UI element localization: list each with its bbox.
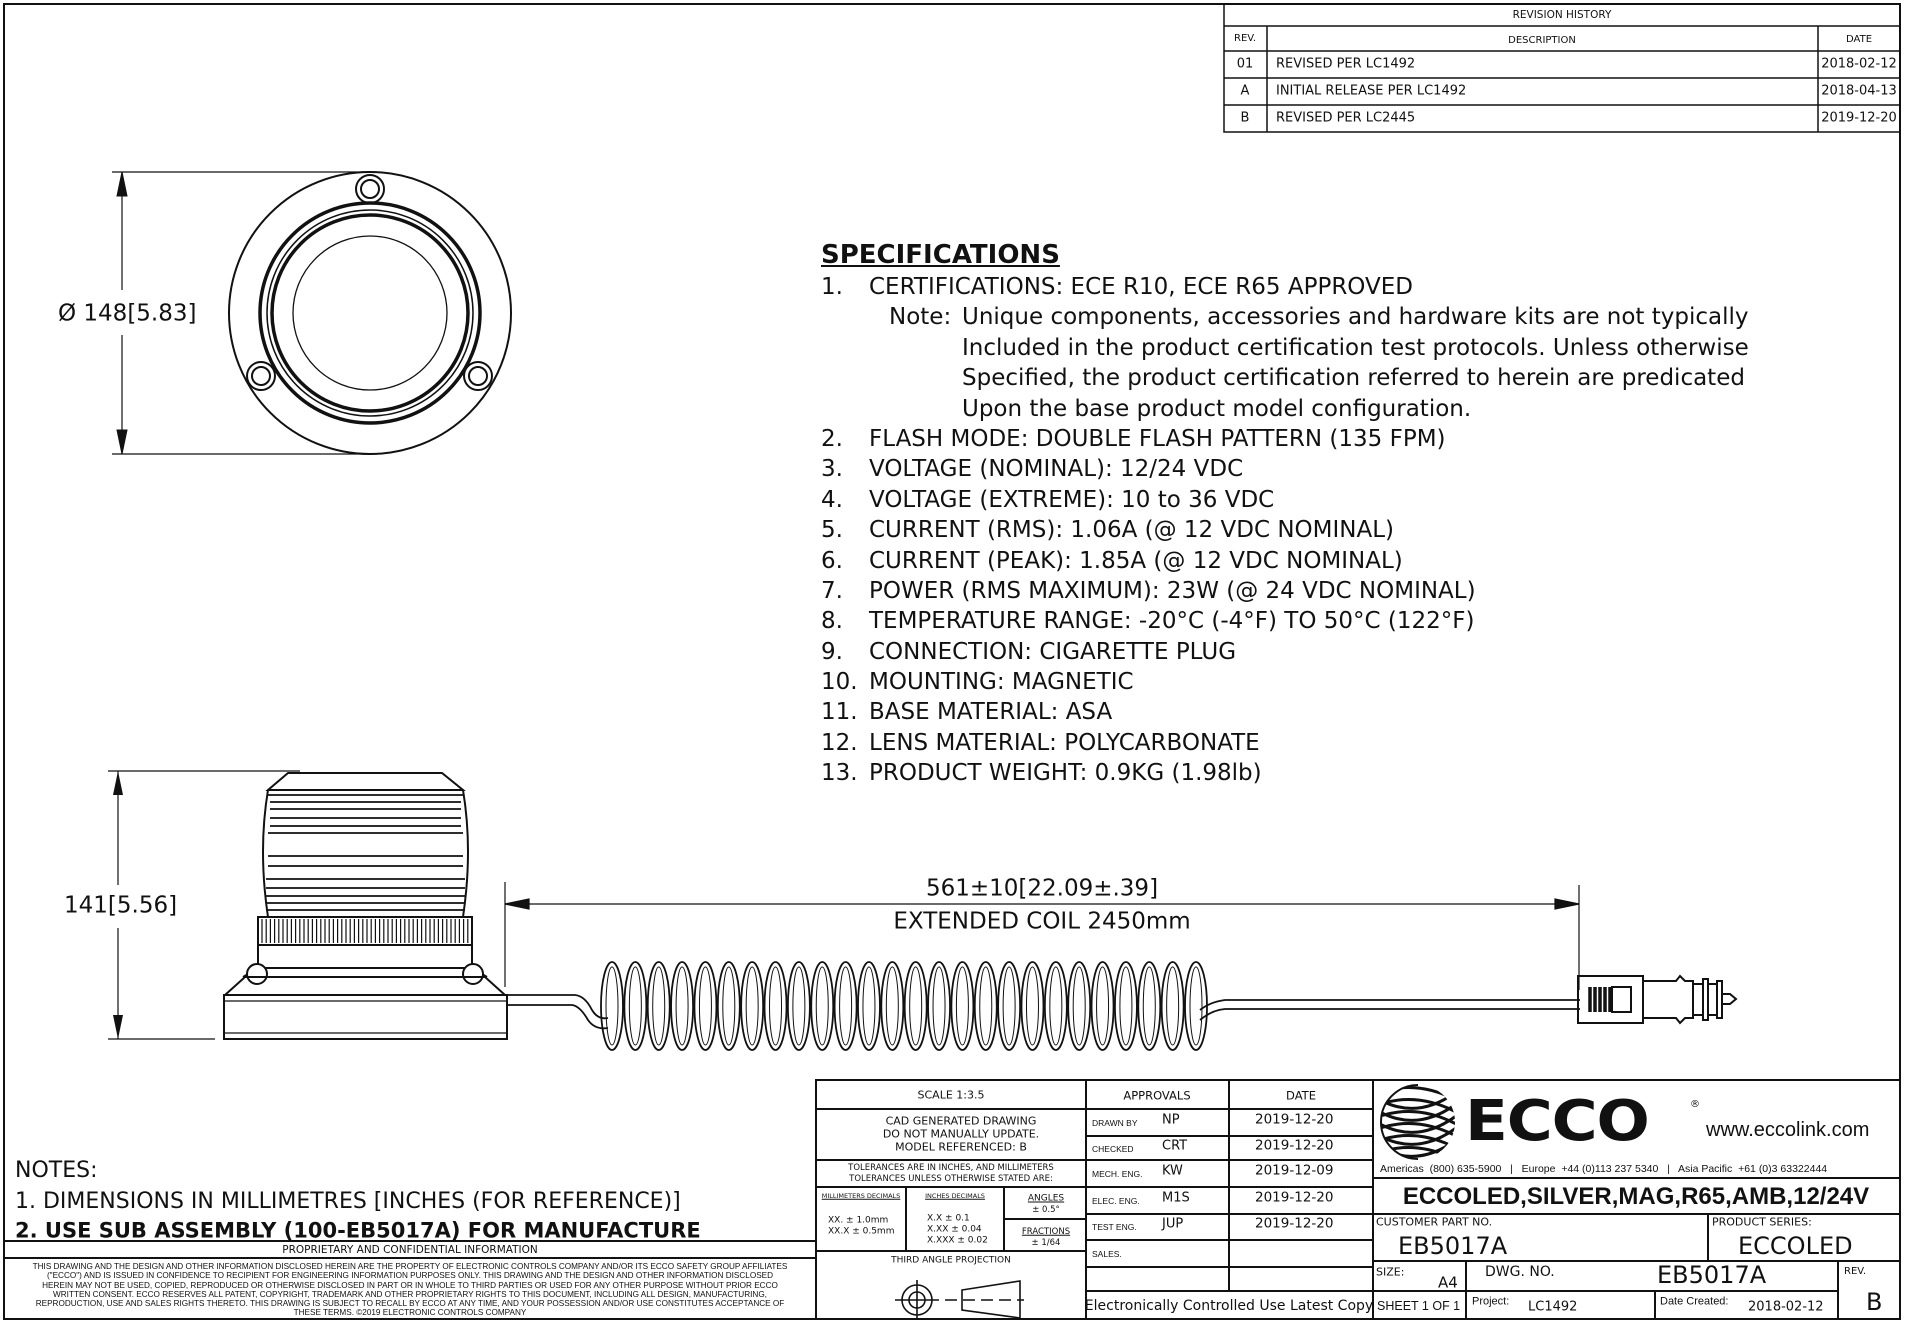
coil-loop bbox=[1162, 962, 1184, 1050]
inch-decimals-label: INCHES DECIMALS bbox=[925, 1191, 985, 1200]
legal-line: WRITTEN CONSENT. ECCO RESERVES ALL PATENT, COPYRIGHT, TRADEMARK AND OTHER PROPRIETARY RIGHTS TO THIS DOCUMENT, INCLUDING ALL DESIGN, MANUFACTURING, bbox=[53, 1289, 767, 1299]
rev-header: REV. bbox=[1234, 33, 1256, 44]
spec-note-text: Unique components, accessories and hardware kits are not typically bbox=[962, 304, 1749, 331]
spec-note-label: Note: bbox=[889, 304, 952, 331]
size-value: A4 bbox=[1438, 1273, 1458, 1292]
mm-decimal-line: XX.X ± 0.5mm bbox=[828, 1226, 895, 1237]
coil-loop-inner bbox=[863, 967, 875, 1045]
description-cell: INITIAL RELEASE PER LC1492 bbox=[1276, 83, 1467, 99]
coil-loop bbox=[1021, 962, 1043, 1050]
approval-role: DRAWN BY bbox=[1092, 1117, 1138, 1128]
inch-decimal-line: X.XXX ± 0.02 bbox=[927, 1235, 988, 1246]
spec-number: 4. bbox=[821, 486, 843, 513]
coil-loop-inner bbox=[1167, 967, 1179, 1045]
specifications-title: SPECIFICATIONS bbox=[821, 240, 1060, 270]
coil-loop-inner bbox=[629, 967, 641, 1045]
coil-loop bbox=[1138, 962, 1160, 1050]
project-value: LC1492 bbox=[1528, 1299, 1578, 1315]
legal-line: HEREIN MAY NOT BE USED, COPIED, REPRODUCED OR OTHERWISE DISCLOSED IN PART OR IN WHOLE TO THIRD PARTIES OR USED FOR ANY OTHER PURPOSE WITHOUT PRIOR ECCO bbox=[42, 1280, 778, 1290]
coil-loop bbox=[788, 962, 810, 1050]
coil-loop-inner bbox=[770, 967, 782, 1045]
coil-loop bbox=[694, 962, 716, 1050]
coil-loop-inner bbox=[723, 967, 735, 1045]
spec-number: 3. bbox=[821, 456, 843, 483]
approvals-date-header: DATE bbox=[1286, 1088, 1316, 1103]
registered-mark: ® bbox=[1690, 1099, 1700, 1110]
spec-text: LENS MATERIAL: POLYCARBONATE bbox=[869, 729, 1260, 756]
proprietary-legal-text bbox=[4, 1262, 816, 1318]
coil-loop-inner bbox=[956, 967, 968, 1045]
coil-loop bbox=[951, 962, 973, 1050]
date-created-value: 2018-02-12 bbox=[1748, 1299, 1824, 1315]
approval-name: M1S bbox=[1162, 1190, 1190, 1206]
approval-role: TEST ENG. bbox=[1092, 1221, 1137, 1232]
coil-loop-inner bbox=[653, 967, 665, 1045]
revision-history-title: REVISION HISTORY bbox=[1512, 8, 1612, 21]
approval-date: 2019-12-20 bbox=[1255, 1189, 1334, 1206]
note-item: 1. DIMENSIONS IN MILLIMETRES [INCHES (FOR REFERENCE)] bbox=[15, 1189, 681, 1214]
cad-line: MODEL REFERENCED: B bbox=[895, 1140, 1027, 1154]
coil-cable-drawing bbox=[507, 962, 1736, 1050]
part-title: ECCOLED,SILVER,MAG,R65,AMB,12/24V bbox=[1402, 1183, 1870, 1210]
coil-loop bbox=[905, 962, 927, 1050]
bolt-right bbox=[464, 362, 492, 390]
approval-role: CHECKED bbox=[1092, 1143, 1134, 1154]
coil-loop-inner bbox=[886, 967, 898, 1045]
coil-loop-inner bbox=[933, 967, 945, 1045]
customer-part-label: CUSTOMER PART NO. bbox=[1376, 1215, 1493, 1229]
spec-number: 10. bbox=[821, 669, 858, 696]
dwg-no-value: EB5017A bbox=[1657, 1261, 1767, 1289]
spec-note-text: Specified, the product certification referred to herein are predicated bbox=[962, 365, 1745, 392]
coil-loop-inner bbox=[1003, 967, 1015, 1045]
spec-text: CURRENT (PEAK): 1.85A (@ 12 VDC NOMINAL) bbox=[869, 547, 1403, 574]
proprietary-title: PROPRIETARY AND CONFIDENTIAL INFORMATION bbox=[282, 1243, 538, 1256]
coil-loop bbox=[975, 962, 997, 1050]
spec-number: 8. bbox=[821, 608, 843, 635]
coil-loop-inner bbox=[676, 967, 688, 1045]
projection-label: THIRD ANGLE PROJECTION bbox=[891, 1255, 1011, 1266]
cigarette-plug bbox=[1578, 976, 1736, 1023]
spec-text: MOUNTING: MAGNETIC bbox=[869, 669, 1134, 696]
description-cell: REVISED PER LC2445 bbox=[1276, 110, 1416, 126]
coil-loop-inner bbox=[816, 967, 828, 1045]
coil-note-label: EXTENDED COIL 2450mm bbox=[893, 908, 1191, 935]
spec-number: 1. bbox=[821, 274, 843, 300]
description-header: DESCRIPTION bbox=[1508, 35, 1576, 46]
product-series-value: ECCOLED bbox=[1738, 1232, 1853, 1260]
date-cell: 2018-04-13 bbox=[1821, 83, 1897, 99]
legal-line: REPRODUCTION, USE AND SALES RIGHTS THERETO. THIS DRAWING IS SUBJECT TO RECALL BY ECCO AT ANY TIME, AND YOUR POSSESSION AND/OR USE CONSTITUTES ACCEPTANCE OF bbox=[35, 1299, 785, 1309]
notes-title: NOTES: bbox=[15, 1158, 98, 1183]
rev-cell: B bbox=[1240, 110, 1250, 126]
spec-number: 13. bbox=[821, 760, 858, 787]
spec-number: 12. bbox=[821, 729, 858, 756]
coil-loop-inner bbox=[1026, 967, 1038, 1045]
coil-loop-inner bbox=[699, 967, 711, 1045]
mm-decimal-line: XX. ± 1.0mm bbox=[828, 1215, 889, 1226]
coil-loop-inner bbox=[1120, 967, 1132, 1045]
coil-loop-inner bbox=[980, 967, 992, 1045]
sheet-label: SHEET 1 OF 1 bbox=[1377, 1298, 1461, 1313]
angles-value: ± 0.5° bbox=[1032, 1204, 1060, 1215]
spec-number: 2. bbox=[821, 425, 843, 452]
spec-text: BASE MATERIAL: ASA bbox=[869, 699, 1113, 726]
approvals-header: APPROVALS bbox=[1123, 1088, 1191, 1103]
approval-name: JUP bbox=[1162, 1216, 1184, 1232]
spec-text: CONNECTION: CIGARETTE PLUG bbox=[869, 638, 1237, 665]
bolt-left bbox=[247, 362, 275, 390]
coil-loop-inner bbox=[1190, 967, 1202, 1045]
dwg-no-label: DWG. NO. bbox=[1485, 1264, 1555, 1280]
cad-line: DO NOT MANUALLY UPDATE. bbox=[882, 1127, 1040, 1141]
bolt-top bbox=[356, 175, 384, 203]
legal-line: THIS DRAWING AND THE DESIGN AND OTHER INFORMATION DISCLOSED HEREIN ARE THE PROPERTY OF ELECTRONIC CONTROLS COMPANY AND/OR ITS ECCO SAFETY GROUP AFFILIATES bbox=[32, 1262, 788, 1271]
approval-date: 2019-12-20 bbox=[1255, 1111, 1334, 1128]
coil-loop-inner bbox=[1073, 967, 1085, 1045]
mm-decimals-label: MILLIMETERS DECIMALS bbox=[821, 1191, 901, 1200]
spec-note-text: Included in the product certification test protocols. Unless otherwise bbox=[962, 334, 1749, 361]
coil-loop bbox=[998, 962, 1020, 1050]
spec-text: CURRENT (RMS): 1.06A (@ 12 VDC NOMINAL) bbox=[869, 517, 1394, 544]
spec-text: VOLTAGE (EXTREME): 10 to 36 VDC bbox=[869, 486, 1275, 513]
spec-text: POWER (RMS MAXIMUM): 23W (@ 24 VDC NOMINAL) bbox=[869, 577, 1476, 604]
coil-loop-inner bbox=[1143, 967, 1155, 1045]
project-label: Project: bbox=[1472, 1295, 1510, 1308]
spec-number: 9. bbox=[821, 638, 843, 665]
product-series-label: PRODUCT SERIES: bbox=[1712, 1215, 1812, 1229]
approval-date: 2019-12-09 bbox=[1255, 1162, 1334, 1179]
approval-date: 2019-12-20 bbox=[1255, 1137, 1334, 1154]
coil-loop-inner bbox=[606, 967, 618, 1045]
angles-label: ANGLES bbox=[1027, 1193, 1065, 1204]
fractions-value: ± 1/64 bbox=[1031, 1237, 1061, 1248]
controlled-copy-note: Electronically Controlled Use Latest Copy bbox=[1084, 1298, 1374, 1314]
approval-role: MECH. ENG. bbox=[1092, 1168, 1143, 1179]
coil-loop bbox=[765, 962, 787, 1050]
coil-loop-inner bbox=[840, 967, 852, 1045]
legal-line: THESE TERMS. ©2019 ELECTRONIC CONTROLS COMPANY bbox=[293, 1308, 527, 1318]
spec-note-text: Upon the base product model configuration. bbox=[962, 395, 1472, 422]
height-dimension-label: 141[5.56] bbox=[64, 892, 178, 919]
coil-loop bbox=[1045, 962, 1067, 1050]
legal-line: ("ECCO") AND IS ISSUED IN CONFIDENCE TO RECIPIENT FOR ENGINEERING INFORMATION PURPOSES ONLY. THIS DRAWING AND THE DESIGN AND OTHER INFORMATION DISCLOSED bbox=[46, 1271, 774, 1281]
approval-date: 2019-12-20 bbox=[1255, 1215, 1334, 1232]
size-label: SIZE: bbox=[1376, 1265, 1405, 1279]
coil-loop bbox=[718, 962, 740, 1050]
note-item: 2. USE SUB ASSEMBLY (100-EB5017A) FOR MANUFACTURE bbox=[15, 1218, 701, 1243]
approval-role: SALES. bbox=[1092, 1248, 1122, 1259]
spec-text: CERTIFICATIONS: ECE R10, ECE R65 APPROVED bbox=[869, 274, 1413, 300]
date-created-label: Date Created: bbox=[1660, 1295, 1729, 1308]
inch-decimal-line: X.XX ± 0.04 bbox=[927, 1224, 982, 1235]
coil-loop-inner bbox=[1050, 967, 1062, 1045]
spec-number: 5. bbox=[821, 517, 843, 544]
coil-loop bbox=[624, 962, 646, 1050]
rev-cell: A bbox=[1240, 83, 1250, 99]
fractions-label: FRACTIONS bbox=[1021, 1226, 1071, 1237]
description-cell: REVISED PER LC1492 bbox=[1276, 56, 1416, 72]
coil-loop bbox=[741, 962, 763, 1050]
scale-label: SCALE 1:3.5 bbox=[917, 1088, 985, 1102]
coil-loop bbox=[601, 962, 623, 1050]
tolerance-line: TOLERANCES UNLESS OTHERWISE STATED ARE: bbox=[849, 1173, 1053, 1184]
coil-loop bbox=[648, 962, 670, 1050]
approval-role: ELEC. ENG. bbox=[1092, 1195, 1140, 1206]
coil-loop bbox=[1115, 962, 1137, 1050]
tolerance-line: TOLERANCES ARE IN INCHES, AND MILLIMETERS bbox=[848, 1162, 1054, 1173]
knurled-ring bbox=[258, 917, 472, 945]
spec-number: 11. bbox=[821, 699, 858, 726]
approval-name: KW bbox=[1162, 1163, 1183, 1179]
coil-loop-inner bbox=[746, 967, 758, 1045]
rev-label: REV. bbox=[1844, 1266, 1866, 1277]
rev-cell: 01 bbox=[1236, 56, 1254, 72]
ecco-logo-text: ECCO bbox=[1465, 1089, 1649, 1154]
coil-loop bbox=[1185, 962, 1207, 1050]
coil-loop bbox=[928, 962, 950, 1050]
date-cell: 2018-02-12 bbox=[1821, 56, 1897, 72]
cad-line: CAD GENERATED DRAWING bbox=[885, 1114, 1037, 1128]
coil-loop bbox=[1092, 962, 1114, 1050]
coil-loop bbox=[835, 962, 857, 1050]
coil-loop bbox=[1068, 962, 1090, 1050]
contact-numbers: Americas (800) 635-5900 | Europe +44 (0)113 237 5340 | Asia Pacific +61 (0)3 63322444 bbox=[1380, 1162, 1828, 1175]
spec-text: TEMPERATURE RANGE: -20°C (-4°F) TO 50°C (122°F) bbox=[869, 608, 1475, 635]
website-link[interactable]: www.eccolink.com bbox=[1706, 1119, 1870, 1141]
third-angle-projection-icon bbox=[895, 1280, 1024, 1320]
spec-text: VOLTAGE (NOMINAL): 12/24 VDC bbox=[869, 456, 1244, 483]
coil-loop-inner bbox=[793, 967, 805, 1045]
spec-text: PRODUCT WEIGHT: 0.9KG (1.98lb) bbox=[869, 760, 1262, 787]
coil-loop bbox=[881, 962, 903, 1050]
approval-name: NP bbox=[1162, 1112, 1180, 1128]
coil-loop bbox=[671, 962, 693, 1050]
spec-number: 7. bbox=[821, 577, 843, 604]
date-cell: 2019-12-20 bbox=[1821, 110, 1897, 126]
approval-name: CRT bbox=[1162, 1138, 1188, 1154]
coil-loop bbox=[811, 962, 833, 1050]
ecco-globe-logo-icon bbox=[1380, 1085, 1456, 1160]
cable-length-label: 561±10[22.09±.39] bbox=[925, 875, 1159, 902]
coil-loop-inner bbox=[1097, 967, 1109, 1045]
spec-number: 6. bbox=[821, 547, 843, 574]
customer-part-value: EB5017A bbox=[1398, 1232, 1508, 1260]
coil-loop bbox=[858, 962, 880, 1050]
diameter-dimension-label: Ø 148[5.83] bbox=[58, 300, 197, 327]
rev-value: B bbox=[1866, 1288, 1883, 1316]
coil-loop-inner bbox=[910, 967, 922, 1045]
spec-text: FLASH MODE: DOUBLE FLASH PATTERN (135 FPM) bbox=[869, 425, 1446, 452]
date-header: DATE bbox=[1845, 34, 1873, 45]
inch-decimal-line: X.X ± 0.1 bbox=[927, 1213, 970, 1224]
